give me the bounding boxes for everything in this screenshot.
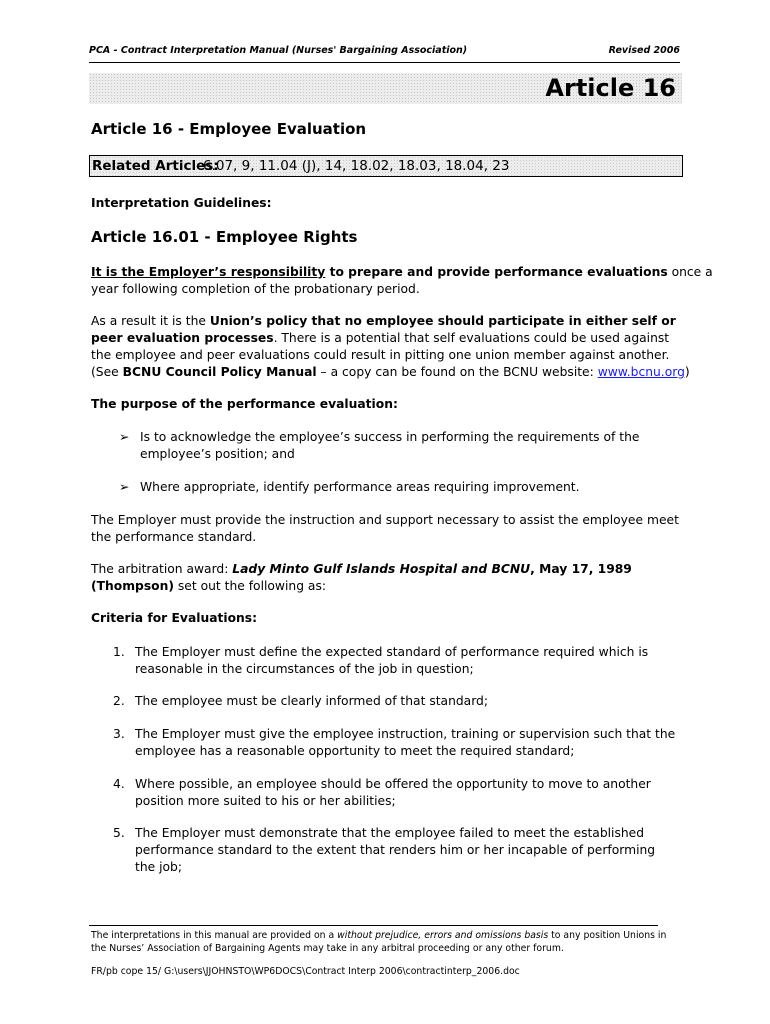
list-number: 4. [113, 777, 125, 791]
footer-line2: the Nurses’ Association of Bargaining Agents may take in any arbitral proceeding or any other forum. [91, 943, 564, 954]
criteria-line: the job; [135, 860, 182, 874]
header-revision: Revised 2006 [608, 45, 680, 56]
para4-intro: The arbitration award: [91, 562, 233, 576]
para2-text: . There is a potential that self evaluations could be used against [273, 331, 670, 345]
para3-line1: The Employer must provide the instruction and support necessary to assist the employee meet [91, 513, 679, 527]
para4-text: set out the following as: [173, 579, 326, 593]
list-number: 1. [113, 645, 125, 659]
article-banner [89, 73, 682, 104]
criteria-heading: Criteria for Evaluations: [91, 611, 258, 625]
criteria-line: The employee must be clearly informed of that standard; [135, 694, 489, 708]
para4-arbitrator: (Thompson) [91, 579, 174, 593]
para2-close: ) [684, 365, 690, 379]
footer-italic: without prejudice, errors and omissions basis [337, 930, 549, 941]
list-number: 3. [113, 727, 125, 741]
para1-line2: year following completion of the probationary period. [91, 282, 420, 296]
header-rule [89, 62, 680, 63]
footer-file-path: FR/pb cope 15/ G:\users\JJOHNSTO\WP6DOCS\Contract Interp 2006\contractinterp_2006.doc [91, 966, 520, 977]
criteria-line: The Employer must give the employee instruction, training or supervision such that the [135, 727, 676, 741]
criteria-line: The Employer must define the expected standard of performance required which is [135, 645, 649, 659]
para1-underlined: It is the Employer’s responsibility [91, 265, 326, 279]
para1-bold: to prepare and provide performance evaluations [325, 265, 668, 279]
footer-text-cont: to any position Unions in [548, 930, 667, 941]
para2-manual: BCNU Council Policy Manual [122, 365, 317, 379]
page-header [89, 45, 680, 61]
para2-line3: the employee and peer evaluations could result in pitting one union member against another. [91, 348, 670, 362]
para4-date: , May 17, 1989 [530, 562, 632, 576]
criteria-line: position more suited to his or her abilities; [135, 794, 396, 808]
footer-rule [89, 925, 658, 926]
criteria-line: performance standard to the extent that renders him or her incapable of performing [135, 843, 656, 857]
related-articles-box [89, 155, 683, 177]
related-articles-value: 6.07, 9, 11.04 (J), 14, 18.02, 18.03, 18.04, 23 [203, 158, 510, 174]
bullet-line: Is to acknowledge the employee’s success in performing the requirements of the [140, 430, 640, 444]
para2-policy: Union’s policy that no employee should participate in either self or [209, 314, 676, 328]
paragraph-union-policy [91, 313, 690, 381]
arrow-bullet-icon: ➢ [119, 480, 130, 494]
footer-disclaimer [91, 929, 671, 955]
section-heading: Article 16.01 - Employee Rights [91, 228, 358, 246]
related-articles-label: Related Articles: [92, 158, 219, 174]
footer-text: The interpretations in this manual are provided on a [91, 930, 338, 941]
arrow-bullet-icon: ➢ [119, 430, 130, 444]
criteria-line: The Employer must demonstrate that the employee failed to meet the established [135, 826, 645, 840]
list-number: 2. [113, 694, 125, 708]
para1-text: once a [667, 265, 713, 279]
paragraph-arbitration-award [91, 561, 632, 595]
article-heading: Article 16 - Employee Evaluation [91, 120, 367, 138]
para2-copy: – a copy can be found on the BCNU website: [316, 365, 598, 379]
para4-case-name: Lady Minto Gulf Islands Hospital and BCNU [232, 562, 531, 576]
paragraph-instruction-support [91, 512, 679, 546]
list-number: 5. [113, 826, 125, 840]
purpose-heading: The purpose of the performance evaluation: [91, 397, 398, 411]
criteria-line: reasonable in the circumstances of the job in question; [135, 662, 474, 676]
para3-line2: the performance standard. [91, 530, 257, 544]
para2-policy-cont: peer evaluation processes [91, 331, 274, 345]
guidelines-label: Interpretation Guidelines: [91, 196, 272, 210]
para2-intro: As a result it is the [91, 314, 210, 328]
header-title: PCA - Contract Interpretation Manual (Nurses' Bargaining Association) [89, 45, 468, 56]
criteria-line: employee has a reasonable opportunity to meet the required standard; [135, 744, 575, 758]
article-banner-title: Article 16 [545, 74, 676, 102]
paragraph-employer-responsibility [91, 264, 713, 298]
bullet-line: employee’s position; and [140, 447, 295, 461]
bcnu-website-link[interactable]: www.bcnu.org [597, 365, 685, 379]
bullet-line: Where appropriate, identify performance areas requiring improvement. [140, 480, 580, 494]
para2-see: (See [91, 365, 123, 379]
criteria-line: Where possible, an employee should be offered the opportunity to move to another [135, 777, 651, 791]
